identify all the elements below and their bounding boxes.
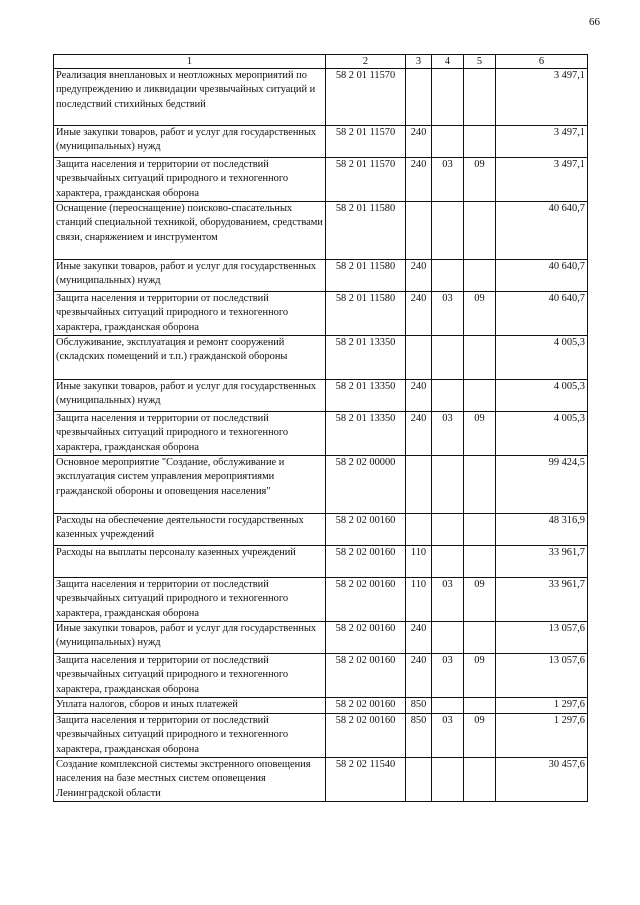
table-row [54,456,588,514]
row-subsection-cell: 09 [464,292,496,336]
row-expense-type-cell [406,514,432,546]
table-row [54,758,588,802]
column-header-1: 1 [54,55,326,69]
row-code-cell: 58 2 02 00160 [326,622,406,654]
row-amount-cell: 13 057,6 [496,654,588,698]
row-subsection-cell [464,758,496,802]
row-expense-type-cell: 240 [406,260,432,292]
row-code-cell: 58 2 02 00160 [326,514,406,546]
row-amount-cell: 40 640,7 [496,202,588,260]
row-section-cell: 03 [432,292,464,336]
row-subsection-cell [464,456,496,514]
row-code-cell: 58 2 02 11540 [326,758,406,802]
row-amount-cell: 13 057,6 [496,622,588,654]
row-name-cell: Защита населения и территории от последствий чрезвычайных ситуаций природного и техногенного характера, гражданская оборона [54,292,326,336]
row-name-cell: Иные закупки товаров, работ и услуг для государственных (муниципальных) нужд [54,260,326,292]
table-row [54,412,588,456]
row-name-cell: Иные закупки товаров, работ и услуг для государственных (муниципальных) нужд [54,126,326,158]
row-amount-cell: 4 005,3 [496,412,588,456]
row-subsection-cell [464,514,496,546]
row-expense-type-cell: 850 [406,698,432,714]
row-name-cell: Защита населения и территории от последствий чрезвычайных ситуаций природного и техногенного характера, гражданская оборона [54,412,326,456]
page-number: 66 [589,16,600,28]
column-header-5: 5 [464,55,496,69]
row-section-cell [432,336,464,380]
row-expense-type-cell: 240 [406,622,432,654]
row-expense-type-cell: 240 [406,412,432,456]
row-code-cell: 58 2 01 13350 [326,412,406,456]
row-subsection-cell: 09 [464,714,496,758]
row-section-cell [432,622,464,654]
table-row [54,380,588,412]
row-code-cell: 58 2 02 00160 [326,714,406,758]
row-code-cell: 58 2 01 13350 [326,380,406,412]
row-section-cell [432,202,464,260]
row-subsection-cell [464,546,496,578]
row-name-cell: Реализация внеплановых и неотложных мероприятий по предупреждению и ликвидации чрезвычайных ситуаций и последствий стихийных бедствий [54,69,326,126]
row-code-cell: 58 2 01 11570 [326,126,406,158]
row-code-cell: 58 2 01 13350 [326,336,406,380]
row-name-cell: Защита населения и территории от последствий чрезвычайных ситуаций природного и техногенного характера, гражданская оборона [54,714,326,758]
row-amount-cell: 33 961,7 [496,546,588,578]
row-expense-type-cell: 240 [406,292,432,336]
row-code-cell: 58 2 02 00000 [326,456,406,514]
row-section-cell [432,546,464,578]
row-amount-cell: 3 497,1 [496,158,588,202]
table-row [54,292,588,336]
column-header-2: 2 [326,55,406,69]
row-section-cell: 03 [432,714,464,758]
table-row [54,654,588,698]
row-section-cell [432,758,464,802]
row-code-cell: 58 2 01 11570 [326,69,406,126]
row-section-cell [432,698,464,714]
row-expense-type-cell [406,202,432,260]
row-section-cell: 03 [432,654,464,698]
row-section-cell [432,69,464,126]
row-subsection-cell [464,380,496,412]
table-row [54,514,588,546]
row-name-cell: Уплата налогов, сборов и иных платежей [54,698,326,714]
table-row [54,126,588,158]
table-row [54,578,588,622]
column-header-6: 6 [496,55,588,69]
row-section-cell [432,260,464,292]
row-subsection-cell [464,260,496,292]
row-expense-type-cell: 240 [406,380,432,412]
table-row [54,336,588,380]
table-row [54,698,588,714]
row-subsection-cell [464,336,496,380]
budget-table [53,54,588,802]
row-name-cell: Оснащение (переоснащение) поисково-спасательных станций специальной техникой, оборудованием, средствами связи, снаряжением и инструментом [54,202,326,260]
row-amount-cell: 4 005,3 [496,380,588,412]
row-expense-type-cell: 240 [406,654,432,698]
row-code-cell: 58 2 01 11580 [326,292,406,336]
row-amount-cell: 33 961,7 [496,578,588,622]
row-code-cell: 58 2 02 00160 [326,698,406,714]
row-code-cell: 58 2 02 00160 [326,546,406,578]
row-code-cell: 58 2 01 11570 [326,158,406,202]
row-section-cell [432,380,464,412]
row-name-cell: Основное мероприятие "Создание, обслуживание и эксплуатация систем управления мероприятиями гражданской обороны и оповещения населения" [54,456,326,514]
row-amount-cell: 4 005,3 [496,336,588,380]
row-code-cell: 58 2 02 00160 [326,578,406,622]
table-row [54,714,588,758]
row-subsection-cell: 09 [464,578,496,622]
row-expense-type-cell: 850 [406,714,432,758]
row-subsection-cell [464,202,496,260]
row-amount-cell: 3 497,1 [496,126,588,158]
table-row [54,202,588,260]
row-amount-cell: 40 640,7 [496,292,588,336]
row-code-cell: 58 2 02 00160 [326,654,406,698]
row-section-cell [432,126,464,158]
table-row [54,546,588,578]
row-subsection-cell [464,126,496,158]
row-subsection-cell: 09 [464,158,496,202]
header-row [54,55,588,69]
row-amount-cell: 99 424,5 [496,456,588,514]
row-amount-cell: 40 640,7 [496,260,588,292]
row-expense-type-cell: 110 [406,546,432,578]
row-name-cell: Защита населения и территории от последствий чрезвычайных ситуаций природного и техногенного характера, гражданская оборона [54,654,326,698]
row-amount-cell: 48 316,9 [496,514,588,546]
row-section-cell [432,514,464,546]
row-expense-type-cell: 110 [406,578,432,622]
row-section-cell: 03 [432,158,464,202]
column-header-4: 4 [432,55,464,69]
row-expense-type-cell [406,69,432,126]
row-section-cell [432,456,464,514]
row-amount-cell: 1 297,6 [496,698,588,714]
row-subsection-cell: 09 [464,654,496,698]
row-name-cell: Защита населения и территории от последствий чрезвычайных ситуаций природного и техногенного характера, гражданская оборона [54,158,326,202]
row-name-cell: Обслуживание, эксплуатация и ремонт сооружений (складских помещений и т.п.) гражданской обороны [54,336,326,380]
row-name-cell: Иные закупки товаров, работ и услуг для государственных (муниципальных) нужд [54,380,326,412]
row-expense-type-cell [406,758,432,802]
row-amount-cell: 3 497,1 [496,69,588,126]
row-subsection-cell [464,622,496,654]
row-code-cell: 58 2 01 11580 [326,202,406,260]
row-name-cell: Расходы на выплаты персоналу казенных учреждений [54,546,326,578]
row-code-cell: 58 2 01 11580 [326,260,406,292]
row-name-cell: Расходы на обеспечение деятельности государственных казенных учреждений [54,514,326,546]
row-expense-type-cell: 240 [406,126,432,158]
row-name-cell: Создание комплексной системы экстренного оповещения населения на базе местных систем оповещения Ленинградской области [54,758,326,802]
row-section-cell: 03 [432,412,464,456]
table-row [54,69,588,126]
row-subsection-cell [464,698,496,714]
row-name-cell: Иные закупки товаров, работ и услуг для государственных (муниципальных) нужд [54,622,326,654]
column-header-3: 3 [406,55,432,69]
row-expense-type-cell [406,336,432,380]
table-row [54,158,588,202]
row-name-cell: Защита населения и территории от последствий чрезвычайных ситуаций природного и техногенного характера, гражданская оборона [54,578,326,622]
table-row [54,622,588,654]
table-row [54,260,588,292]
row-subsection-cell [464,69,496,126]
row-expense-type-cell [406,456,432,514]
row-amount-cell: 1 297,6 [496,714,588,758]
row-amount-cell: 30 457,6 [496,758,588,802]
row-section-cell: 03 [432,578,464,622]
row-expense-type-cell: 240 [406,158,432,202]
row-subsection-cell: 09 [464,412,496,456]
